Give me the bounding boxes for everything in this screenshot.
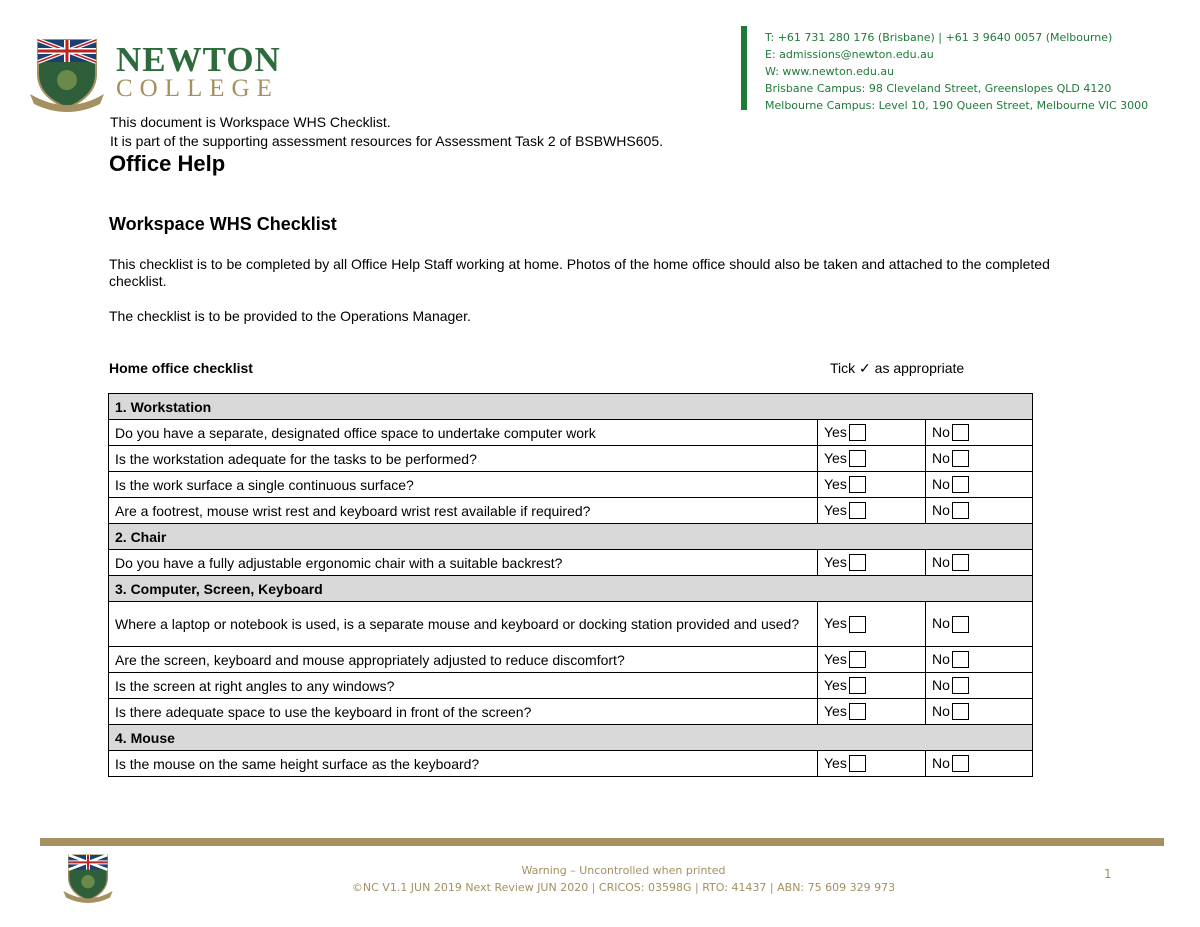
section-header-row [109,725,1033,751]
yes-checkbox[interactable] [849,450,866,467]
no-label: No [932,449,950,466]
no-label: No [932,501,950,518]
yes-label: Yes [824,702,847,719]
question: Is the mouse on the same height surface as the keyboard? [109,751,818,777]
no-option [926,550,1033,576]
submission-paragraph: The checklist is to be provided to the Operations Manager. [109,308,471,324]
no-label: No [932,754,950,771]
section-header-row [109,524,1033,550]
brand-name-college: COLLEGE [116,75,279,102]
no-checkbox[interactable] [952,677,969,694]
section-title: 4. Mouse [109,725,1033,751]
footer-divider [40,838,1164,846]
no-option [926,498,1033,524]
yes-label: Yes [824,676,847,693]
table-row [109,647,1033,673]
yes-checkbox[interactable] [849,651,866,668]
yes-label: Yes [824,501,847,518]
no-option [926,446,1033,472]
footer-crest-logo [62,850,114,909]
yes-checkbox[interactable] [849,616,866,633]
intro-line-1: This document is Workspace WHS Checklist. [110,114,391,130]
section-header-row [109,394,1033,420]
no-option [926,602,1033,647]
contact-web[interactable]: W: www.newton.edu.au [765,65,895,78]
question: Are the screen, keyboard and mouse appropriately adjusted to reduce discomfort? [109,647,818,673]
table-row [109,420,1033,446]
yes-option [818,420,926,446]
question: Is the screen at right angles to any windows? [109,673,818,699]
contact-email[interactable]: E: admissions@newton.edu.au [765,48,934,61]
no-option [926,751,1033,777]
no-label: No [932,475,950,492]
yes-option [818,550,926,576]
yes-option [818,699,926,725]
no-checkbox[interactable] [952,502,969,519]
contact-melbourne: Melbourne Campus: Level 10, 190 Queen Street, Melbourne VIC 3000 [765,99,1149,112]
yes-option [818,751,926,777]
no-checkbox[interactable] [952,616,969,633]
intro-line-2: It is part of the supporting assessment resources for Assessment Task 2 of BSBWHS605. [110,133,663,149]
page-title: Office Help [109,151,226,176]
yes-checkbox[interactable] [849,502,866,519]
no-label: No [932,553,950,570]
no-checkbox[interactable] [952,424,969,441]
table-row [109,472,1033,498]
question: Where a laptop or notebook is used, is a separate mouse and keyboard or docking station provided and used? [109,602,818,647]
college-crest-logo [28,34,106,117]
page-number: 1 [1104,867,1112,881]
section-title: 2. Chair [109,524,1033,550]
question: Do you have a separate, designated office space to undertake computer work [109,420,818,446]
table-row [109,673,1033,699]
yes-label: Yes [824,553,847,570]
no-label: No [932,702,950,719]
yes-label: Yes [824,754,847,771]
contact-brisbane: Brisbane Campus: 98 Cleveland Street, Greenslopes QLD 4120 [765,82,1112,95]
no-checkbox[interactable] [952,476,969,493]
yes-option [818,472,926,498]
yes-option [818,673,926,699]
contact-block [765,29,1148,114]
no-option [926,472,1033,498]
no-checkbox[interactable] [952,703,969,720]
yes-label: Yes [824,650,847,667]
page-subtitle: Workspace WHS Checklist [109,214,337,234]
tick-instruction: Tick ✓ as appropriate [830,360,965,376]
table-row [109,699,1033,725]
brand-name-newton: NEWTON [116,40,281,79]
question: Are a footrest, mouse wrist rest and keyboard wrist rest available if required? [109,498,818,524]
footer-copyright: ©NC V1.1 JUN 2019 Next Review JUN 2020 | CRICOS: 03598G | RTO: 41437 | ABN: 75 609 329 973 [351,881,896,894]
yes-option [818,446,926,472]
yes-option [818,498,926,524]
no-checkbox[interactable] [952,651,969,668]
yes-checkbox[interactable] [849,677,866,694]
yes-label: Yes [824,475,847,492]
table-row [109,446,1033,472]
no-label: No [932,650,950,667]
yes-label: Yes [824,423,847,440]
yes-checkbox[interactable] [849,476,866,493]
no-checkbox[interactable] [952,554,969,571]
no-checkbox[interactable] [952,450,969,467]
checklist-table [108,393,1033,777]
table-row [109,498,1033,524]
contact-accent-bar [741,26,747,110]
table-row [109,751,1033,777]
yes-checkbox[interactable] [849,703,866,720]
yes-option [818,647,926,673]
no-option [926,699,1033,725]
no-option [926,420,1033,446]
question: Do you have a fully adjustable ergonomic chair with a suitable backrest? [109,550,818,576]
no-checkbox[interactable] [952,755,969,772]
no-label: No [932,676,950,693]
yes-option [818,602,926,647]
instructions-paragraph: This checklist is to be completed by all Office Help Staff working at home. Photos of the home office should also be taken and attached to the completed checklist. [109,256,1050,289]
contact-phone: T: +61 731 280 176 (Brisbane) | +61 3 9640 0057 (Melbourne) [765,31,1113,44]
no-label: No [932,615,950,632]
table-row [109,602,1033,647]
question: Is the work surface a single continuous surface? [109,472,818,498]
intro-text [110,113,663,151]
no-option [926,673,1033,699]
section-title: 1. Workstation [109,394,1033,420]
question: Is the workstation adequate for the tasks to be performed? [109,446,818,472]
section-title: 3. Computer, Screen, Keyboard [109,576,1033,602]
yes-checkbox[interactable] [849,755,866,772]
yes-checkbox[interactable] [849,554,866,571]
footer-warning: Warning – Uncontrolled when printed [521,864,726,877]
checklist-label: Home office checklist [109,360,253,376]
section-header-row [109,576,1033,602]
question: Is there adequate space to use the keyboard in front of the screen? [109,699,818,725]
yes-label: Yes [824,615,847,632]
yes-checkbox[interactable] [849,424,866,441]
no-label: No [932,423,950,440]
yes-label: Yes [824,449,847,466]
table-row [109,550,1033,576]
no-option [926,647,1033,673]
